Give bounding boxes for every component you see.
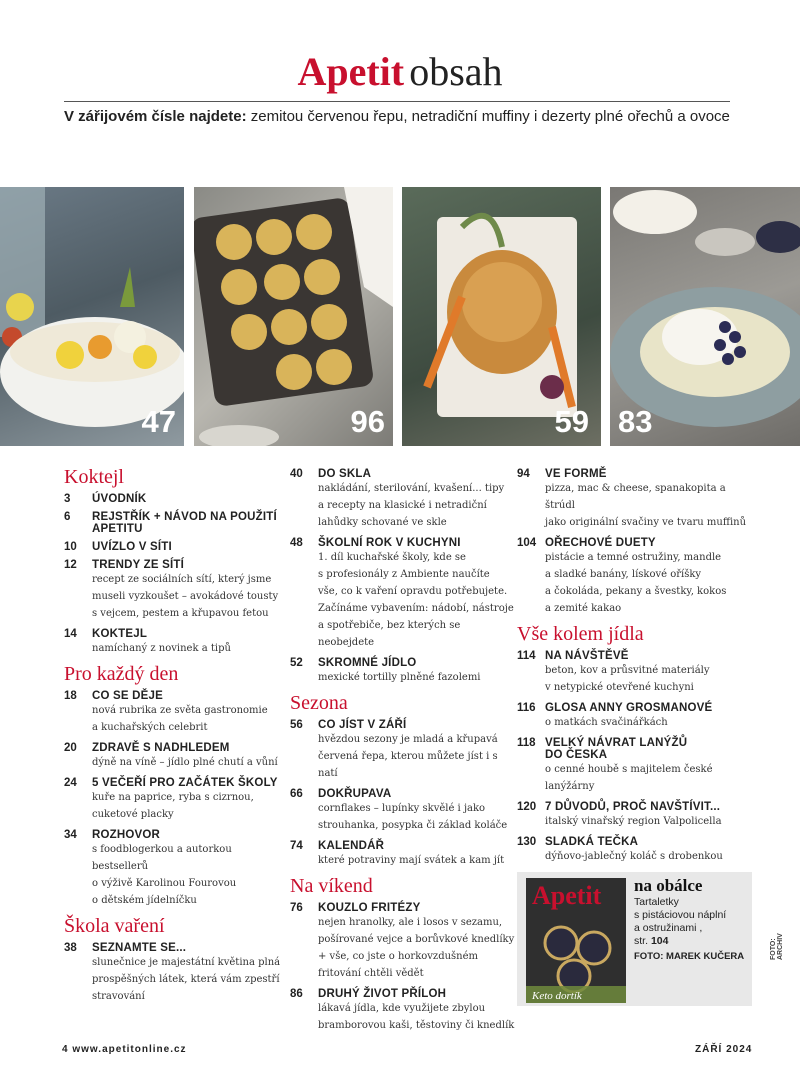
entry-desc: pizza, mac & cheese, spanakopita a štrúdl jako originální svačiny ve tvaru muffinů <box>545 483 747 528</box>
entry-title: CO SE DĚJE <box>92 690 164 702</box>
entry-page: 6 <box>64 511 71 523</box>
toc-entry[interactable] <box>290 468 515 531</box>
entry-desc: dýně na víně – jídlo plné chutí a vůní <box>92 757 278 768</box>
cover-thumbnail-image <box>526 878 626 1003</box>
section-title: Škola vaření <box>64 915 165 937</box>
intro-lead: V zářijovém čísle najdete: <box>64 108 247 125</box>
entry-page: 94 <box>517 468 530 480</box>
toc-entry[interactable] <box>64 777 286 823</box>
photo-pickled-vegetables[interactable] <box>0 187 184 446</box>
entry-title: ŠKOLNÍ ROK V KUCHYNI <box>318 537 461 549</box>
toc-entry[interactable] <box>290 719 515 782</box>
toc-entry[interactable] <box>517 836 757 865</box>
entry-page: 76 <box>290 902 303 914</box>
entry-title-cont: DO ČESKA <box>545 749 608 761</box>
cover-desc: Tartaletky s pistáciovou náplní a ostružinami , str. 104 <box>634 896 727 947</box>
entry-desc: cornflakes – lupínky skvělé i jako strouhanka, posypka či základ koláče <box>318 803 508 831</box>
cover-thumb-caption: Keto dortík <box>532 990 582 1002</box>
entry-title: OŘECHOVÉ DUETY <box>545 537 656 549</box>
entry-title: ROZHOVOR <box>92 829 161 841</box>
entry-title: SEZNAMTE SE... <box>92 942 187 954</box>
entry-page: 12 <box>64 559 77 571</box>
entry-page: 40 <box>290 468 303 480</box>
entry-title: ZDRAVĚ S NADHLEDEM <box>92 742 230 754</box>
entry-desc: nová rubrika ze světa gastronomie a kuchařských celebrit <box>92 705 268 733</box>
toc-entry[interactable] <box>64 493 286 505</box>
toc-entry[interactable] <box>290 840 515 869</box>
cover-text <box>634 876 749 963</box>
photo-page-number: 96 <box>350 404 385 439</box>
entry-title: TRENDY ZE SÍTÍ <box>92 559 185 571</box>
entry-title: GLOSA ANNY GROSMANOVÉ <box>545 702 713 714</box>
entry-desc: nakládání, sterilování, kvašení... tipy a recepty na klasické i netradiční lahůdky schované ve skle <box>318 483 505 528</box>
entry-page: 120 <box>517 801 537 813</box>
entry-page: 130 <box>517 836 537 848</box>
entry-page: 48 <box>290 537 303 549</box>
entry-page: 66 <box>290 788 303 800</box>
page-number: 4 <box>62 1044 69 1055</box>
intro-line <box>64 108 764 125</box>
toc-entry[interactable] <box>64 742 286 771</box>
toc-entry[interactable] <box>517 737 757 795</box>
entry-page: 56 <box>290 719 303 731</box>
photo-page-number: 47 <box>141 404 176 439</box>
cover-page-label: str. <box>634 935 649 947</box>
entry-title-cont: APETITU <box>92 523 143 535</box>
section-title: Vše kolem jídla <box>517 623 644 645</box>
entry-desc: recept ze sociálních sítí, který jsme museli vyzkoušet – avokádové tousty s vejcem, pestem a křupavou fetou <box>92 574 279 619</box>
toc-entry[interactable] <box>64 541 286 553</box>
toc-entry[interactable] <box>64 690 286 736</box>
entry-desc: lákavá jídla, kde využijete zbylou bramborovou kaši, těstoviny či knedlík <box>318 1003 515 1031</box>
footer-left <box>62 1044 187 1055</box>
toc-entry[interactable] <box>517 801 757 830</box>
toc-column-2 <box>290 468 515 1040</box>
entry-page: 20 <box>64 742 77 754</box>
section-title: Na víkend <box>290 875 373 897</box>
entry-title: KALENDÁŘ <box>318 840 385 852</box>
toc-entry[interactable] <box>64 559 286 622</box>
section-title: Pro každý den <box>64 663 179 685</box>
entry-desc: namíchaný z novinek a tipů <box>92 643 231 654</box>
entry-page: 116 <box>517 702 536 714</box>
entry-desc: o matkách svačinářkách <box>545 717 668 728</box>
cover-page: 104 <box>650 935 669 947</box>
entry-desc: dýňovo-jablečný koláč s drobenkou <box>545 851 723 862</box>
entry-title: SKROMNÉ JÍDLO <box>318 657 417 669</box>
header-divider <box>64 101 730 102</box>
entry-page: 3 <box>64 493 71 505</box>
entry-title: VELKÝ NÁVRAT LANÝŽŮ <box>545 737 688 749</box>
entry-title: SLADKÁ TEČKA <box>545 836 639 848</box>
entry-title: KOKTEJL <box>92 628 148 640</box>
toc-entry[interactable] <box>290 788 515 834</box>
cover-credit: FOTO: MAREK KUČERA <box>634 951 745 962</box>
toc-entry[interactable] <box>290 902 515 982</box>
toc-entry[interactable] <box>64 628 286 657</box>
intro-text: zemitou červenou řepu, netradiční muffiny i dezerty plné ořechů a ovoce <box>246 108 730 125</box>
entry-desc: kuře na paprice, ryba s cizrnou, cuketové placky <box>92 792 254 820</box>
entry-page: 10 <box>64 541 77 553</box>
cover-box[interactable] <box>517 872 752 1006</box>
toc-entry[interactable] <box>290 657 515 686</box>
entry-title: 5 VEČEŘÍ PRO ZAČÁTEK ŠKOLY <box>92 777 278 789</box>
toc-column-1 <box>64 464 286 1011</box>
section-title: Sezona <box>290 692 348 714</box>
entry-title: DOKŘUPAVA <box>318 788 392 800</box>
toc-entry[interactable] <box>64 511 286 535</box>
entry-title: ÚVODNÍK <box>92 493 147 505</box>
entry-desc: beton, kov a průsvitné materiály v netypické otevřené kuchyni <box>545 665 710 693</box>
entry-page: 114 <box>517 650 536 662</box>
toc-entry[interactable] <box>517 650 757 696</box>
cover-title: na obálce <box>634 876 703 895</box>
entry-desc: s foodblogerkou a autorkou bestsellerů o výživě Karolinou Fourovou o dětském jídelníčku <box>92 844 237 906</box>
entry-desc: hvězdou sezony je mladá a křupavá červená řepa, kterou můžete jíst i s natí <box>318 734 498 779</box>
entry-title: REJSTŘÍK + NÁVOD NA POUŽITÍ <box>92 511 277 523</box>
entry-desc: nejen hranolky, ale i losos v sezamu, pošírované vejce a borůvkové knedlíky + vše, co jste o horkovzdušném fritování chtěli vědět <box>318 917 515 979</box>
entry-page: 38 <box>64 942 77 954</box>
photo-credit: FOTO: ARCHIV <box>770 933 784 960</box>
entry-page: 34 <box>64 829 77 841</box>
toc-entry[interactable] <box>64 829 286 909</box>
entry-title: 7 DŮVODŮ, PROČ NAVŠTÍVIT... <box>545 801 721 813</box>
entry-page: 104 <box>517 537 537 549</box>
page-title: obsah <box>409 49 503 94</box>
entry-title: VE FORMĚ <box>545 468 607 480</box>
page-header <box>0 48 800 95</box>
toc-entry[interactable] <box>290 988 515 1034</box>
toc-column-3 <box>517 468 757 871</box>
entry-title: NA NÁVŠTĚVĚ <box>545 650 629 662</box>
entry-title: UVÍZLO V SÍTI <box>92 541 172 553</box>
entry-page: 18 <box>64 690 77 702</box>
section-title: Koktejl <box>64 466 124 488</box>
entry-title: KOUZLO FRITÉZY <box>318 902 421 914</box>
entry-page: 14 <box>64 628 77 640</box>
entry-page: 24 <box>64 777 77 789</box>
entry-desc: 1. díl kuchařské školy, kde se s profesionály z Ambiente naučíte vše, co k vaření opravdu potřebujete. Začínáme vybavením: nádobí, nástroje a spotřebiče, bez kterých se neobejdete <box>318 552 514 648</box>
entry-page: 118 <box>517 737 536 749</box>
cover-thumb-brand: Apetit <box>532 881 602 910</box>
toc-entry[interactable] <box>290 537 515 651</box>
entry-desc: mexické tortilly plněné fazolemi <box>318 672 481 683</box>
photo-page-number: 59 <box>554 404 589 439</box>
entry-desc: italský vinařský region Valpolicella <box>545 816 722 827</box>
entry-title: CO JÍST V ZÁŘÍ <box>318 719 407 731</box>
toc-entry[interactable] <box>517 537 757 617</box>
toc-entry[interactable] <box>517 468 757 531</box>
photo-muffin-tray[interactable] <box>194 187 393 446</box>
website-link[interactable]: www.apetitonline.cz <box>72 1044 187 1055</box>
entry-page: 86 <box>290 988 303 1000</box>
issue-date: ZÁŘÍ 2024 <box>695 1044 753 1055</box>
photo-page-number: 83 <box>618 404 653 439</box>
toc-entry[interactable] <box>517 702 757 731</box>
photo-roast-chicken[interactable] <box>402 187 601 446</box>
entry-title: DRUHÝ ŽIVOT PŘÍLOH <box>318 988 447 1000</box>
entry-desc: pistácie a temné ostružiny, mandle a sladké banány, lískové oříšky a čokoláda, pekany a švestky, kokos a zemité kakao <box>545 552 727 614</box>
brand-logo: Apetit <box>297 49 405 94</box>
cover-thumbnail[interactable] <box>526 878 626 1003</box>
entry-title: DO SKLA <box>318 468 372 480</box>
entry-page: 74 <box>290 840 303 852</box>
toc-entry[interactable] <box>64 942 286 1005</box>
photo-blueberry-dessert[interactable] <box>610 187 800 446</box>
entry-desc: o cenné houbě s majitelem české lanýžárny <box>545 764 713 792</box>
entry-page: 52 <box>290 657 303 669</box>
photo-strip <box>0 187 800 446</box>
entry-desc: které potraviny mají svátek a kam jít <box>318 855 505 866</box>
entry-desc: slunečnice je majestátní květina plná prospěšných látek, která vám zpestří stravování <box>92 957 281 1002</box>
